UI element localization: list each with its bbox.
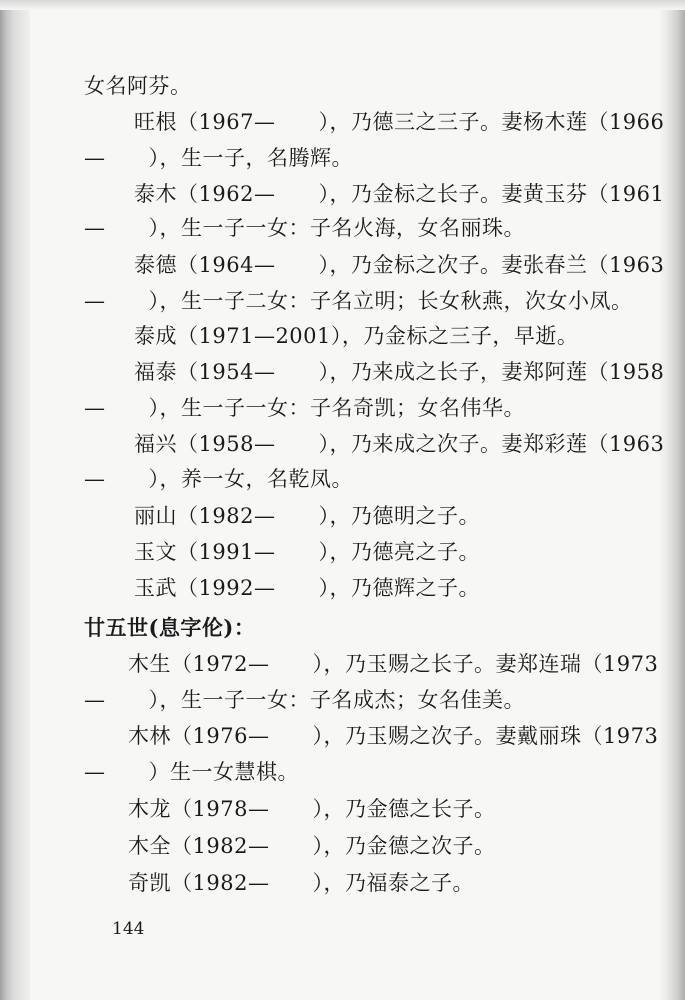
text-line: — ），生一子一女：子名成杰；女名佳美。: [84, 688, 525, 712]
text-line: 福泰（1954— ），乃来成之长子，妻郑阿莲（1958: [134, 360, 665, 384]
text-line: 玉武（1992— ），乃德辉之子。: [134, 576, 480, 600]
text-line: 泰德（1964— ），乃金标之次子。妻张春兰（1963: [134, 253, 665, 277]
text-line: 旺根（1967— ），乃德三之三子。妻杨木莲（1966: [134, 110, 665, 134]
text-line: 泰木（1962— ），乃金标之长子。妻黄玉芬（1961: [134, 182, 665, 206]
text-line: — ），生一子，名腾辉。: [84, 146, 353, 170]
text-line: 木全（1982— ），乃金德之次子。: [128, 834, 496, 858]
text-line: 福兴（1958— ），乃来成之次子。妻郑彩莲（1963: [134, 432, 665, 456]
page-number: 144: [112, 919, 145, 939]
text-line: 木龙（1978— ），乃金德之长子。: [128, 797, 496, 821]
text-line: 木林（1976— ），乃玉赐之次子。妻戴丽珠（1973: [128, 724, 659, 748]
text-line: 奇凯（1982— ），乃福泰之子。: [128, 871, 474, 895]
text-line: 玉文（1991— ），乃德亮之子。: [134, 540, 480, 564]
section-heading: 廿五世(息字伦)：: [84, 615, 256, 640]
text-line: — ），养一女，名乾凤。: [84, 467, 353, 491]
text-line: 泰成（1971—2001），乃金标之三子，早逝。: [134, 324, 579, 348]
text-line: 木生（1972— ），乃玉赐之长子。妻郑连瑞（1973: [128, 652, 659, 676]
text-line: 女名阿芬。: [84, 74, 192, 98]
text-line: 丽山（1982— ），乃德明之子。: [134, 504, 480, 528]
text-line: — ），生一子二女：子名立明；长女秋燕，次女小凤。: [84, 289, 633, 313]
text-line: — ），生一子一女：子名火海，女名丽珠。: [84, 216, 525, 240]
text-line: — ），生一子一女：子名奇凯；女名伟华。: [84, 396, 525, 420]
text-line: — ）生一女慧棋。: [84, 760, 299, 784]
